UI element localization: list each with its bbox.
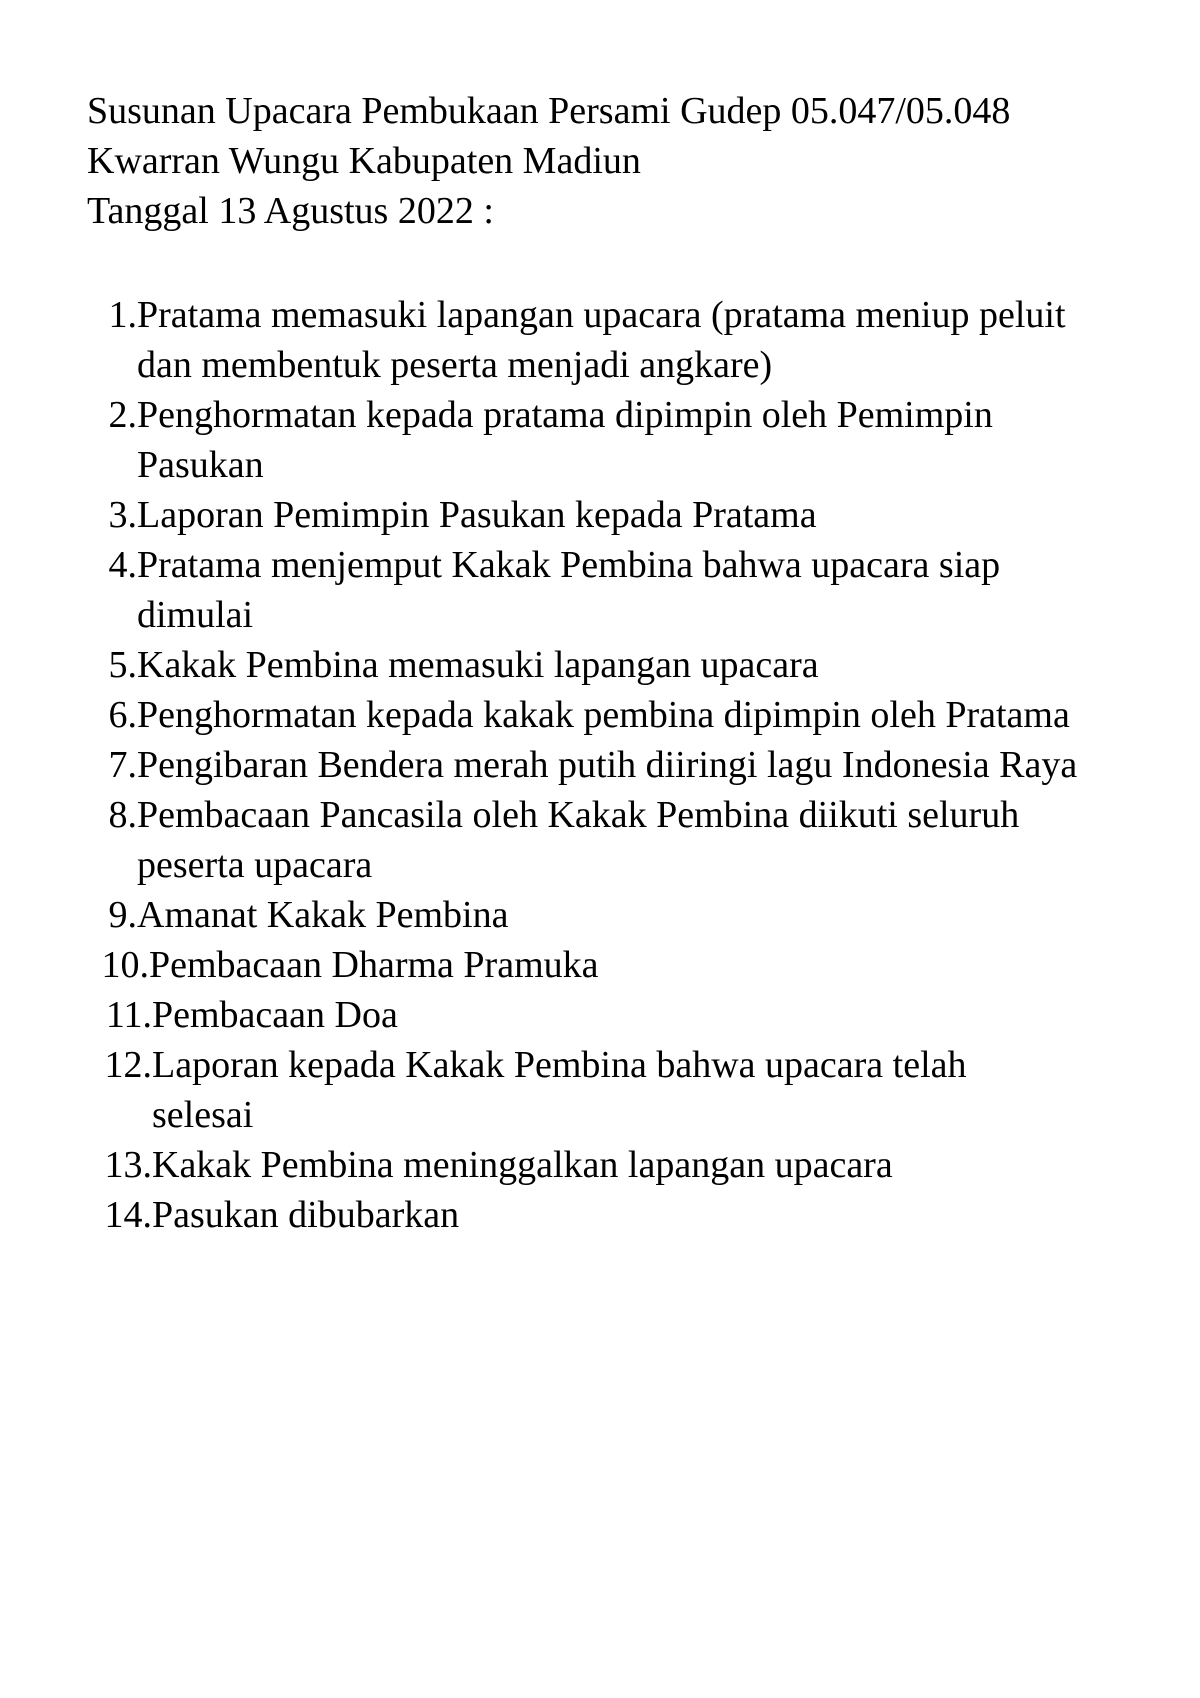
list-item-number: 2.	[108, 394, 137, 436]
list-item-number: 13.	[104, 1144, 152, 1186]
list-item-number: 4.	[108, 544, 137, 586]
list-item-number: 6.	[108, 694, 137, 736]
list-item-text: Penghormatan kepada pratama dipimpin oleh Pemimpin Pasukan	[137, 394, 993, 486]
list-item	[0, 1040, 1200, 1140]
list-item-text: Kakak Pembina meninggalkan lapangan upacara	[152, 1144, 893, 1186]
list-item-text: Pengibaran Bendera merah putih diiringi lagu Indonesia Raya	[137, 744, 1078, 786]
list-item	[0, 690, 1200, 740]
list-item	[0, 890, 1200, 940]
list-item-text: Penghormatan kepada kakak pembina dipimpin oleh Pratama	[137, 694, 1070, 736]
list-item	[0, 740, 1200, 790]
list-item-text: Pembacaan Doa	[152, 994, 398, 1036]
list-item-text: Pratama menjemput Kakak Pembina bahwa upacara siap dimulai	[137, 544, 1001, 636]
list-item	[0, 490, 1200, 540]
list-item-number: 1.	[108, 294, 137, 336]
list-item-text: Kakak Pembina memasuki lapangan upacara	[137, 644, 819, 686]
header-location: Kwarran Wungu Kabupaten Madiun	[87, 140, 641, 182]
document-header	[87, 86, 1147, 236]
list-item-text: Pratama memasuki lapangan upacara (pratama meniup peluit dan membentuk peserta menjadi angkare)	[137, 294, 1066, 386]
list-item	[0, 790, 1200, 890]
list-item	[0, 1190, 1200, 1240]
header-date: Tanggal 13 Agustus 2022 :	[87, 190, 494, 232]
list-item-number: 7.	[108, 744, 137, 786]
header-title: Susunan Upacara Pembukaan Persami Gudep 05.047/05.048	[87, 90, 1011, 132]
list-item-number: 11.	[105, 994, 152, 1036]
list-item-text: Laporan Pemimpin Pasukan kepada Pratama	[137, 494, 817, 536]
list-item	[0, 940, 1200, 990]
list-item	[0, 990, 1200, 1040]
list-item-number: 5.	[108, 644, 137, 686]
list-item-text: Pasukan dibubarkan	[152, 1194, 460, 1236]
list-item-number: 3.	[108, 494, 137, 536]
list-item	[0, 390, 1200, 490]
list-item	[0, 1140, 1200, 1190]
list-item-number: 12.	[104, 1044, 152, 1086]
list-item	[0, 640, 1200, 690]
list-item	[0, 290, 1200, 390]
list-item-number: 8.	[108, 794, 137, 836]
list-item-number: 10.	[101, 944, 149, 986]
list-item-text: Amanat Kakak Pembina	[137, 894, 509, 936]
list-item-number: 9.	[108, 894, 137, 936]
ceremony-list	[0, 290, 1200, 1240]
list-item-text: Pembacaan Pancasila oleh Kakak Pembina diikuti seluruh peserta upacara	[137, 794, 1020, 886]
list-item-number: 14.	[104, 1194, 152, 1236]
list-item	[0, 540, 1200, 640]
list-item-text: Laporan kepada Kakak Pembina bahwa upacara telah selesai	[152, 1044, 967, 1136]
list-item-text: Pembacaan Dharma Pramuka	[149, 944, 599, 986]
